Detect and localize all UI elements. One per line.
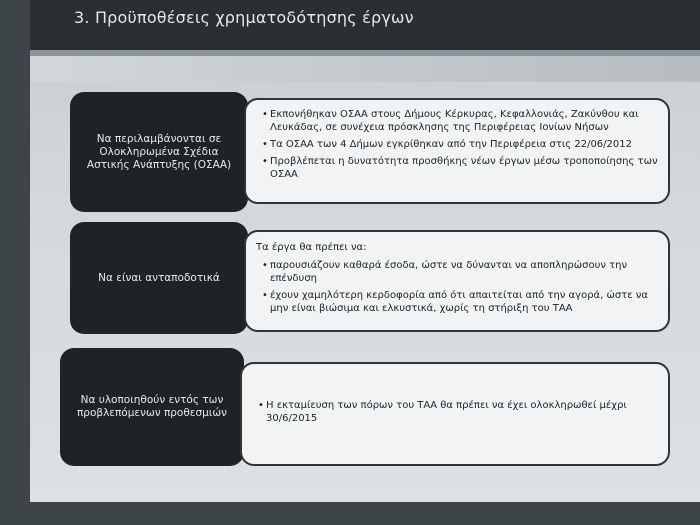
condition-label-text-3: Να υλοποιηθούν εντός των προβλεπόμενων προθεσμιών	[76, 394, 228, 419]
projection-screen	[30, 0, 700, 502]
detail-item: • Προβλέπεται η δυνατότητα προσθήκης νέων έργων μέσω τροποποίησης των ΟΣΑΑ	[264, 155, 658, 181]
condition-label-text-2: Να είναι ανταποδοτικά	[98, 271, 220, 284]
detail-item: • παρουσιάζουν καθαρά έσοδα, ώστε να δύνανται να αποπληρώσουν την επένδυση	[264, 259, 658, 285]
condition-label-text-1: Να περιλαμβάνονται σε Ολοκληρωμένα Σχέδια Αστικής Ανάπτυξης (ΟΣΑΑ)	[86, 132, 232, 171]
detail-item: • έχουν χαμηλότερη κερδοφορία από ότι απαιτείται από την αγορά, ώστε να μην είναι βιώσιμα και ελκυστικά, χωρίς τη στήριξη του ΤΑΑ	[264, 289, 658, 315]
detail-item: • Η εκταμίευση των πόρων του ΤΑΑ θα πρέπει να έχει ολοκληρωθεί μέχρι 30/6/2015	[260, 399, 658, 425]
slide-title: 3. Προϋποθέσεις χρηματοδότησης έργων	[74, 8, 414, 27]
details-intro-2: Τα έργα θα πρέπει να:	[256, 242, 367, 253]
condition-label-1	[70, 92, 248, 212]
details-list-2	[256, 259, 658, 315]
title-bar	[30, 0, 700, 56]
condition-details-3	[240, 362, 670, 466]
detail-item: • Εκπονήθηκαν ΟΣΑΑ στους Δήμους Κέρκυρας, Κεφαλλονιάς, Ζακύνθου και Λευκάδας, σε συνέχεια πρόσκλησης της Περιφέρειας Ιονίων Νήσων	[264, 108, 658, 134]
details-list-3	[252, 399, 658, 429]
decorative-band	[30, 56, 700, 82]
condition-details-1	[244, 98, 670, 204]
detail-item: • Τα ΟΣΑΑ των 4 Δήμων εγκρίθηκαν από την Περιφέρεια στις 22/06/2012	[264, 138, 658, 151]
details-list-1	[256, 108, 658, 181]
condition-label-3	[60, 348, 244, 466]
condition-details-2	[244, 230, 670, 332]
condition-label-2	[70, 222, 248, 334]
